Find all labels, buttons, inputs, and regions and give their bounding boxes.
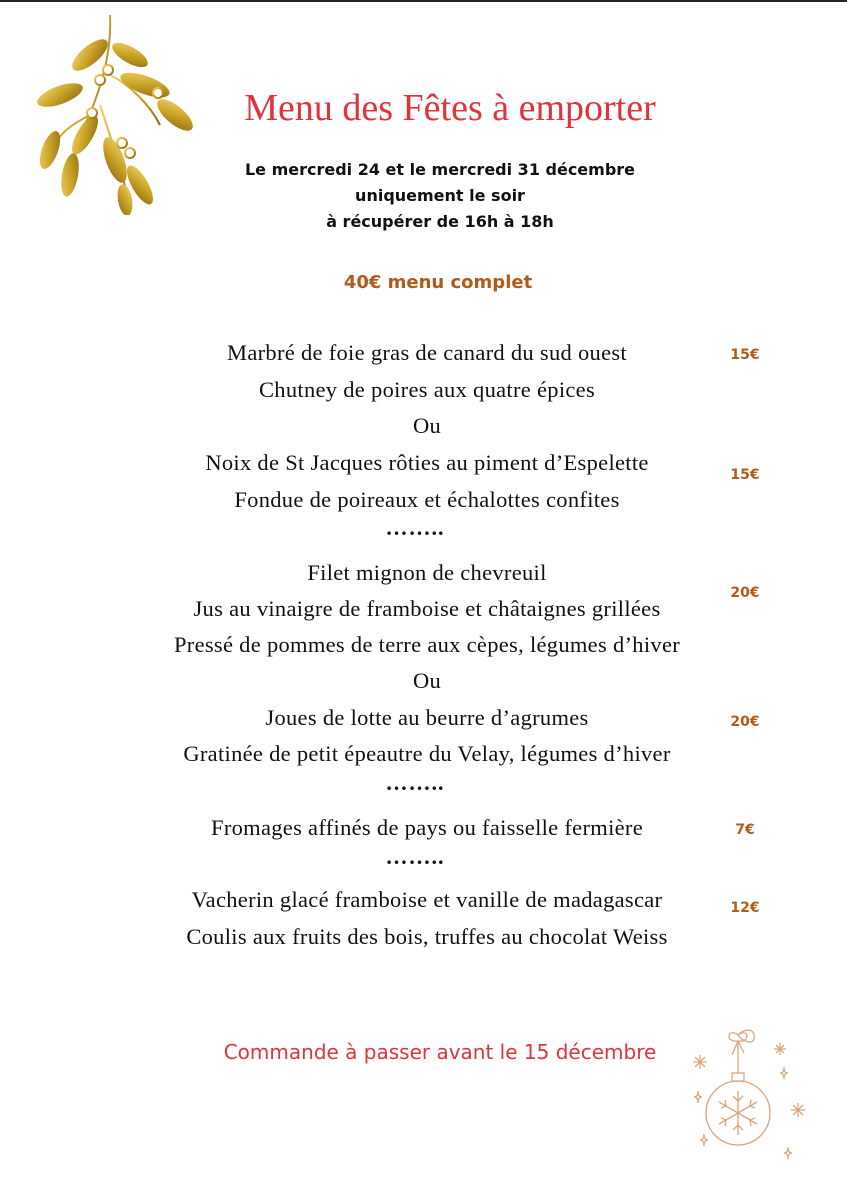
price-dessert: 12€ [730, 900, 760, 916]
top-border [0, 0, 847, 2]
christmas-ornament-icon [680, 1025, 820, 1175]
mistletoe-icon [30, 15, 210, 215]
page-title: Menu des Fêtes à emporter [244, 87, 656, 129]
starter-2-line-1: Noix de St Jacques rôties au piment d’Espelette [205, 450, 649, 475]
course-separator-3: …….. [385, 844, 445, 869]
cheese-line-1: Fromages affinés de pays ou faisselle fermière [211, 815, 643, 840]
main-1-line-2: Jus au vinaigre de framboise et châtaignes grillées [193, 596, 661, 621]
starter-2-line-2: Fondue de poireaux et échalottes confites [234, 487, 620, 512]
price-main-1: 20€ [730, 585, 760, 601]
price-starter-2: 15€ [730, 467, 760, 483]
price-cheese: 7€ [735, 822, 755, 838]
course-separator-2: …….. [385, 770, 445, 795]
full-menu-price: 40€ menu complet [343, 272, 533, 293]
main-1-line-3: Pressé de pommes de terre aux cèpes, légumes d’hiver [173, 632, 681, 657]
price-starter-1: 15€ [730, 347, 760, 363]
date-line-2: uniquement le soir [355, 186, 525, 205]
dessert-line-1: Vacherin glacé framboise et vanille de madagascar [191, 887, 663, 912]
or-separator-2: Ou [412, 668, 442, 693]
main-2-line-1: Joues de lotte au beurre d’agrumes [265, 705, 589, 730]
or-separator-1: Ou [412, 413, 442, 438]
starter-1-line-2: Chutney de poires aux quatre épices [258, 377, 595, 402]
date-line-3: à récupérer de 16h à 18h [326, 212, 554, 231]
price-main-2: 20€ [730, 714, 760, 730]
main-1-line-1: Filet mignon de chevreuil [307, 560, 547, 585]
course-separator-1: …….. [385, 515, 445, 540]
dessert-line-2: Coulis aux fruits des bois, truffes au chocolat Weiss [186, 924, 668, 949]
main-2-line-2: Gratinée de petit épeautre du Velay, légumes d’hiver [183, 741, 671, 766]
order-deadline-notice: Commande à passer avant le 15 décembre [223, 1040, 657, 1064]
starter-1-line-1: Marbré de foie gras de canard du sud ouest [227, 340, 627, 365]
date-line-1: Le mercredi 24 et le mercredi 31 décembre [244, 160, 636, 179]
